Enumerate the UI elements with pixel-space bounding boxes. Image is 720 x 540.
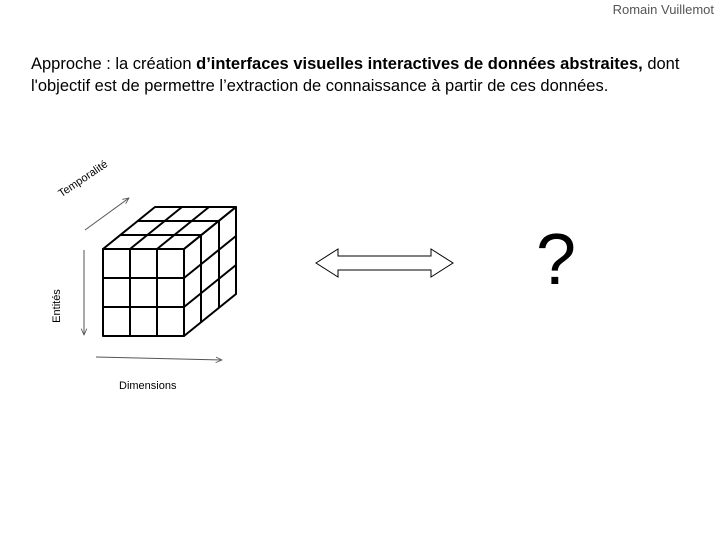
question-mark: ?: [536, 220, 577, 300]
data-cube: [103, 207, 236, 336]
entities-axis-label: Entités: [50, 289, 63, 323]
dimensions-axis-arrow: [96, 357, 222, 360]
time-axis-arrow: [85, 198, 129, 230]
intro-bold: d’interfaces visuelles interactives de données abstraites,: [196, 55, 643, 73]
time-axis-label: Temporalité: [56, 158, 111, 200]
author-name: Romain Vuillemot: [612, 2, 714, 17]
dimensions-axis-label: Dimensions: [119, 380, 177, 392]
intro-suffix: dont l'objectif est de permettre l’extraction de connaissance à partir de ces données.: [31, 55, 680, 95]
intro-prefix: Approche : la création: [31, 55, 197, 73]
double-arrow-icon: [316, 249, 453, 277]
